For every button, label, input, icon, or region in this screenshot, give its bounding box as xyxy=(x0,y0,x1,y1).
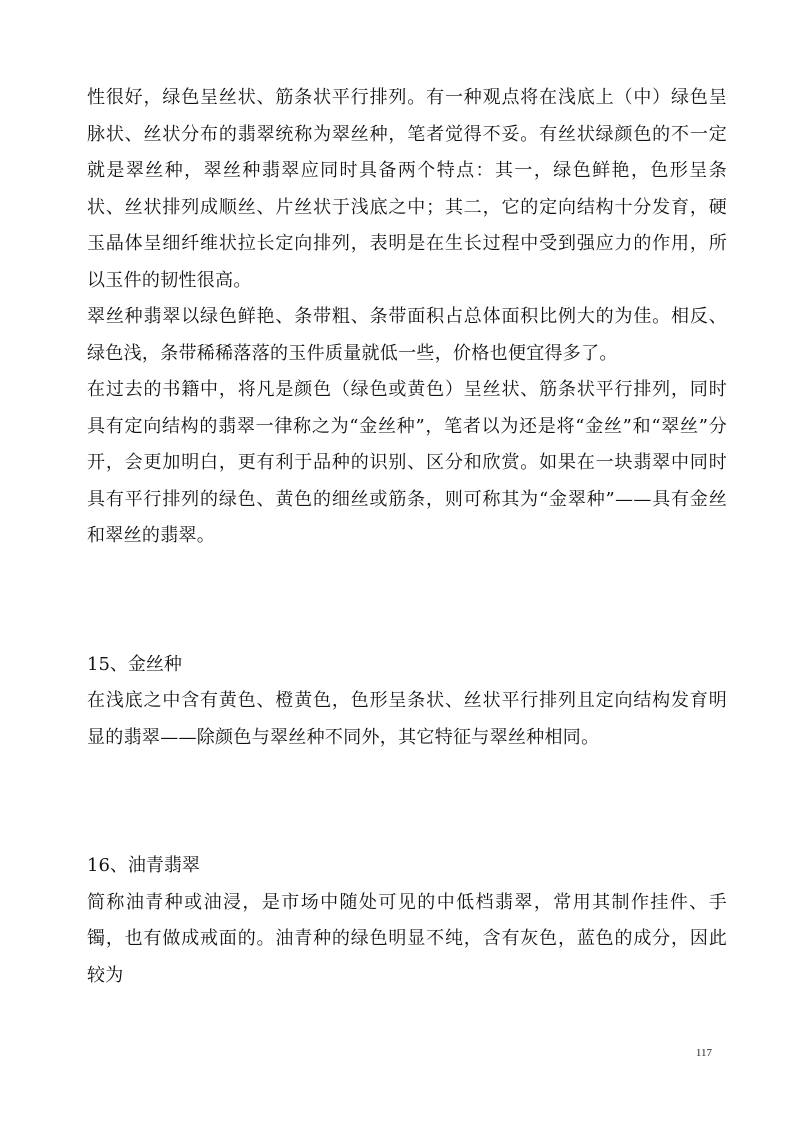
section-heading-16: 16、油青翡翠 xyxy=(87,855,200,876)
paragraph-quality: 翠丝种翡翠以绿色鲜艳、条带粗、条带面积占总体面积比例大的为佳。相反、绿色浅，条带稀稀落落的玉件质量就低一些，价格也便宜得多了。 xyxy=(87,306,727,364)
section-body-15: 在浅底之中含有黄色、橙黄色，色形呈条状、丝状平行排列且定向结构发育明显的翡翠——除颜色与翠丝种不同外，其它特征与翠丝种相同。 xyxy=(87,690,727,748)
section-heading-15: 15、金丝种 xyxy=(87,653,182,675)
paragraph-toughness: 性很好，绿色呈丝状、筋条状平行排列。有一种观点将在浅底上（中）绿色呈脉状、丝状分布的翡翠统称为翠丝种，笔者觉得不妥。有丝状绿颜色的不一定就是翠丝种，翠丝种翡翠应同时具备两个特点：其一，绿色鲜艳，色形呈条状、丝状排列成顺丝、片丝状于浅底之中；其二，它的定向结构十分发育，硬玉晶体呈细纤维状拉长定向排列，表明是在生长过程中受到强应力的作用，所以玉件的韧性很高。 xyxy=(87,87,727,291)
document-page xyxy=(87,80,727,994)
section-spacer xyxy=(87,555,727,647)
section-spacer xyxy=(87,756,727,848)
section-body-16: 简称油青种或油浸，是市场中随处可见的中低档翡翠，常用其制作挂件、手镯，也有做成戒面的。油青种的绿色明显不纯，含有灰色，蓝色的成分，因此较为 xyxy=(87,891,727,986)
page-number: 117 xyxy=(695,1047,712,1059)
paragraph-terminology: 在过去的书籍中，将凡是颜色（绿色或黄色）呈丝状、筋条状平行排列，同时具有定向结构的翡翠一律称之为“金丝种”，笔者以为还是将“金丝”和“翠丝”分开，会更加明白，更有利于品种的识别、区分和欣赏。如果在一块翡翠中同时具有平行排列的绿色、黄色的细丝或筋条，则可称其为“金翠种”——具有金丝和翠丝的翡翠。 xyxy=(87,379,727,546)
